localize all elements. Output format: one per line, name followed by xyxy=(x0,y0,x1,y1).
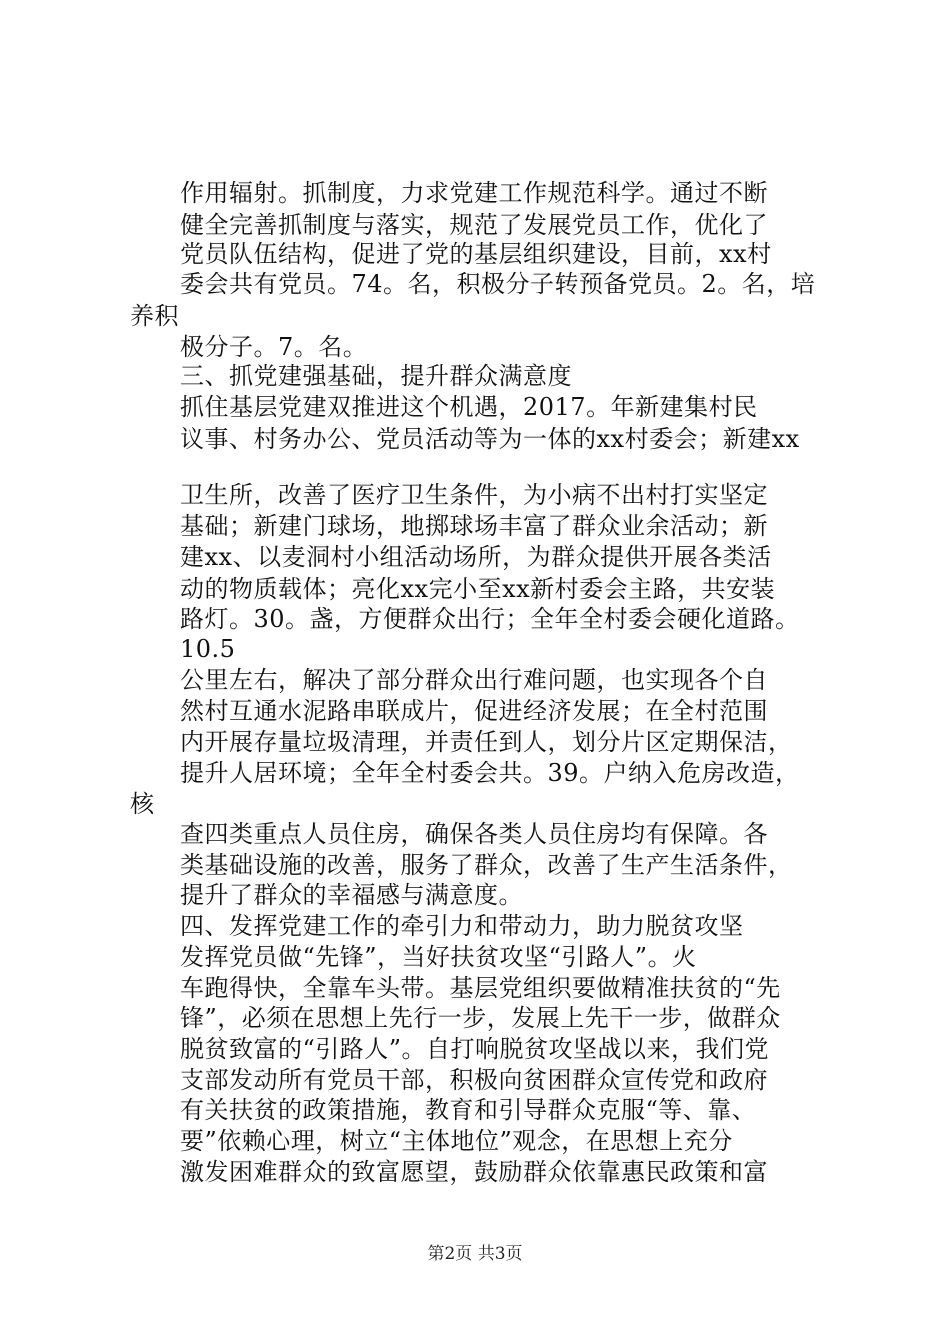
page-footer xyxy=(0,1242,950,1266)
text-line-23: 提升了群众的幸福感与满意度。 xyxy=(180,881,523,909)
text-line-32: 激发困难群众的致富愿望，鼓励群众依靠惠民政策和富 xyxy=(180,1158,768,1186)
section-heading-3: 三、抓党建强基础，提升群众满意度 xyxy=(180,362,572,390)
text-line-5: 养积 xyxy=(130,302,179,330)
text-line-30: 有关扶贫的政策措施，教育和引导群众克服“等、靠、 xyxy=(180,1096,757,1124)
text-line-8: 抓住基层党建双推进这个机遇，2017。年新建集村民 xyxy=(180,393,758,421)
text-line-25: 发挥党员做“先锋”，当好扶贫攻坚“引路人”。火 xyxy=(180,943,697,971)
text-line-17: 然村互通水泥路串联成片，促进经济发展；在全村范围 xyxy=(180,697,768,725)
text-line-29: 支部发动所有党员干部，积极向贫困群众宣传党和政府 xyxy=(180,1066,768,1094)
text-line-31: 要”依赖心理，树立“主体地位”观念，在思想上充分 xyxy=(180,1127,733,1155)
section-heading-4: 四、发挥党建工作的牵引力和带动力，助力脱贫攻坚 xyxy=(180,912,744,940)
text-line-27: 锋”，必须在思想上先行一步，发展上先干一步，做群众 xyxy=(180,1004,781,1032)
text-line-6: 极分子。7。名。 xyxy=(180,333,368,361)
text-line-3: 党员队伍结构，促进了党的基层组织建设，目前，xx村 xyxy=(180,240,772,268)
text-line-11: 基础；新建门球场，地掷球场丰富了群众业余活动；新 xyxy=(180,512,768,540)
page-number-label: 第2页 共3页 xyxy=(427,1244,523,1264)
text-line-12: 建xx、以麦洞村小组活动场所，为群众提供开展各类活 xyxy=(180,543,772,571)
text-line-26: 车跑得快，全靠车头带。基层党组织要做精准扶贫的“先 xyxy=(180,974,781,1002)
text-line-21: 查四类重点人员住房，确保各类人员住房均有保障。各 xyxy=(180,820,768,848)
text-line-15: 10.5 xyxy=(180,635,236,663)
text-line-28: 脱贫致富的“引路人”。自打响脱贫攻坚战以来，我们党 xyxy=(180,1035,770,1063)
text-line-13: 动的物质载体；亮化xx完小至xx新村委会主路，共安装 xyxy=(180,575,776,603)
text-line-1: 作用辐射。抓制度，力求党建工作规范科学。通过不断 xyxy=(180,179,768,207)
text-line-9: 议事、村务办公、党员活动等为一体的xx村委会；新建xx xyxy=(180,425,800,453)
text-line-20: 核 xyxy=(130,790,155,818)
text-line-2: 健全完善抓制度与落实，规范了发展党员工作，优化了 xyxy=(180,211,768,239)
text-line-14: 路灯。30。盏，方便群众出行；全年全村委会硬化道路。 xyxy=(180,605,800,633)
text-line-10: 卫生所，改善了医疗卫生条件，为小病不出村打实坚定 xyxy=(180,481,768,509)
text-line-4: 委会共有党员。74。名，积极分子转预备党员。2。名，培 xyxy=(180,270,816,298)
text-line-18: 内开展存量垃圾清理，并责任到人，划分片区定期保洁， xyxy=(180,728,793,756)
text-line-22: 类基础设施的改善，服务了群众，改善了生产生活条件， xyxy=(180,851,793,879)
text-line-16: 公里左右，解决了部分群众出行难问题，也实现各个自 xyxy=(180,666,768,694)
text-line-19: 提升人居环境；全年全村委会共。39。户纳入危房改造， xyxy=(180,759,800,787)
